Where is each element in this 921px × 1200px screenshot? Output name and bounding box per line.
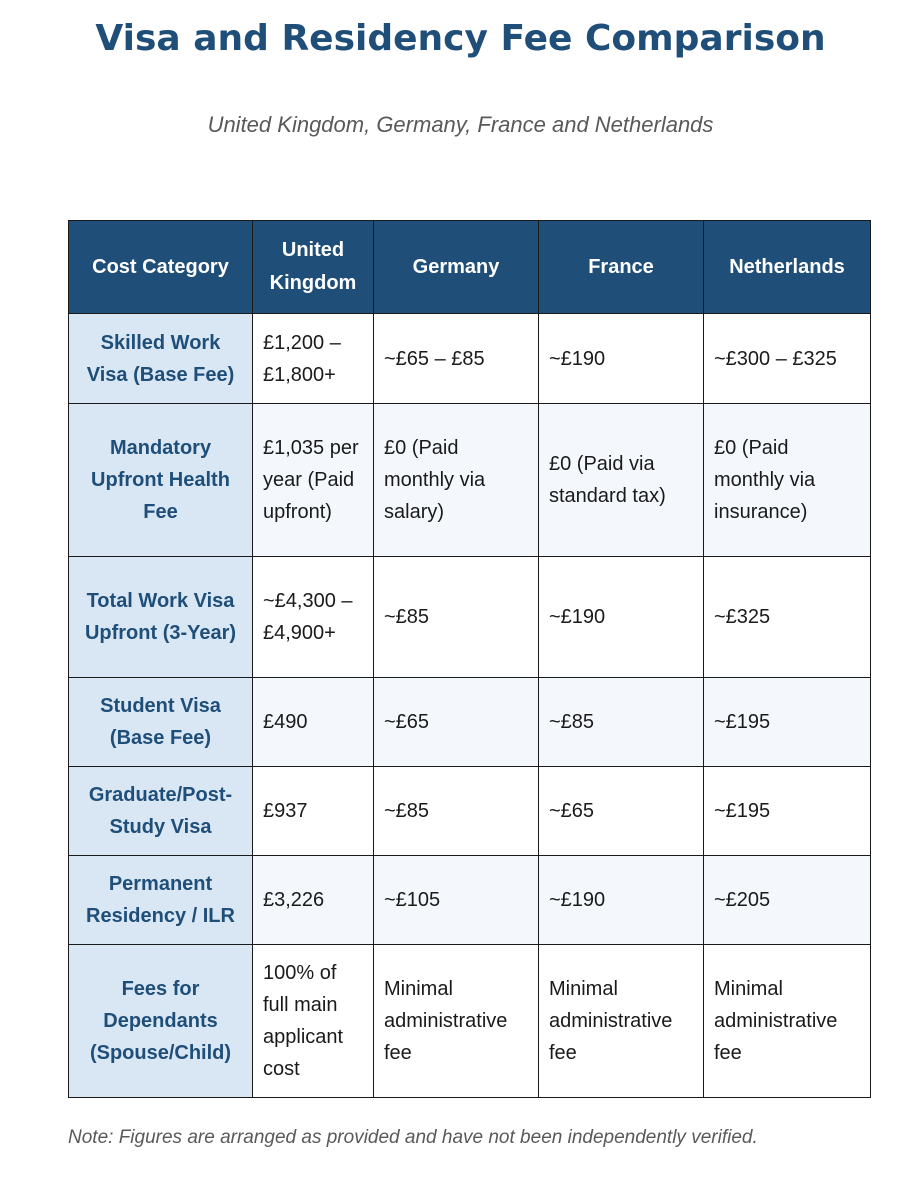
table-row bbox=[69, 767, 871, 856]
france-cell: ~£190 bbox=[539, 314, 704, 404]
uk-cell: £1,035 per year (Paid upfront) bbox=[253, 404, 374, 557]
fee-comparison-table bbox=[68, 220, 871, 1098]
uk-cell: £490 bbox=[253, 678, 374, 767]
category-cell: Fees for Dependants (Spouse/Child) bbox=[69, 945, 253, 1098]
category-cell: Skilled Work Visa (Base Fee) bbox=[69, 314, 253, 404]
netherlands-cell: ~£205 bbox=[704, 856, 871, 945]
netherlands-cell: ~£300 – £325 bbox=[704, 314, 871, 404]
uk-cell: £937 bbox=[253, 767, 374, 856]
header-cost-category: Cost Category bbox=[69, 221, 253, 314]
footnote: Note: Figures are arranged as provided and have not been independently verified. bbox=[68, 1127, 758, 1148]
netherlands-cell: ~£195 bbox=[704, 678, 871, 767]
category-cell: Permanent Residency / ILR bbox=[69, 856, 253, 945]
germany-cell: ~£85 bbox=[374, 557, 539, 678]
uk-cell: ~£4,300 – £4,900+ bbox=[253, 557, 374, 678]
header-netherlands: Netherlands bbox=[704, 221, 871, 314]
page-subtitle: United Kingdom, Germany, France and Netherlands bbox=[207, 112, 714, 137]
germany-cell: ~£65 bbox=[374, 678, 539, 767]
france-cell: ~£85 bbox=[539, 678, 704, 767]
category-cell: Total Work Visa Upfront (3-Year) bbox=[69, 557, 253, 678]
header-germany: Germany bbox=[374, 221, 539, 314]
table-row bbox=[69, 945, 871, 1098]
table-row bbox=[69, 314, 871, 404]
uk-cell: £1,200 – £1,800+ bbox=[253, 314, 374, 404]
netherlands-cell: Minimal administrative fee bbox=[704, 945, 871, 1098]
table-row bbox=[69, 404, 871, 557]
netherlands-cell: £0 (Paid monthly via insurance) bbox=[704, 404, 871, 557]
germany-cell: £0 (Paid monthly via salary) bbox=[374, 404, 539, 557]
category-cell: Mandatory Upfront Health Fee bbox=[69, 404, 253, 557]
netherlands-cell: ~£325 bbox=[704, 557, 871, 678]
uk-cell: 100% of full main applicant cost bbox=[253, 945, 374, 1098]
france-cell: Minimal administrative fee bbox=[539, 945, 704, 1098]
germany-cell: ~£105 bbox=[374, 856, 539, 945]
header-united-kingdom: United Kingdom bbox=[253, 221, 374, 314]
uk-cell: £3,226 bbox=[253, 856, 374, 945]
table-row bbox=[69, 678, 871, 767]
germany-cell: ~£85 bbox=[374, 767, 539, 856]
table-row bbox=[69, 557, 871, 678]
page-title: Visa and Residency Fee Comparison bbox=[95, 18, 826, 59]
category-cell: Student Visa (Base Fee) bbox=[69, 678, 253, 767]
header-france: France bbox=[539, 221, 704, 314]
germany-cell: ~£65 – £85 bbox=[374, 314, 539, 404]
table-row bbox=[69, 856, 871, 945]
france-cell: £0 (Paid via standard tax) bbox=[539, 404, 704, 557]
france-cell: ~£190 bbox=[539, 856, 704, 945]
netherlands-cell: ~£195 bbox=[704, 767, 871, 856]
france-cell: ~£190 bbox=[539, 557, 704, 678]
germany-cell: Minimal administrative fee bbox=[374, 945, 539, 1098]
france-cell: ~£65 bbox=[539, 767, 704, 856]
table-header-row bbox=[69, 221, 871, 314]
category-cell: Graduate/Post-Study Visa bbox=[69, 767, 253, 856]
